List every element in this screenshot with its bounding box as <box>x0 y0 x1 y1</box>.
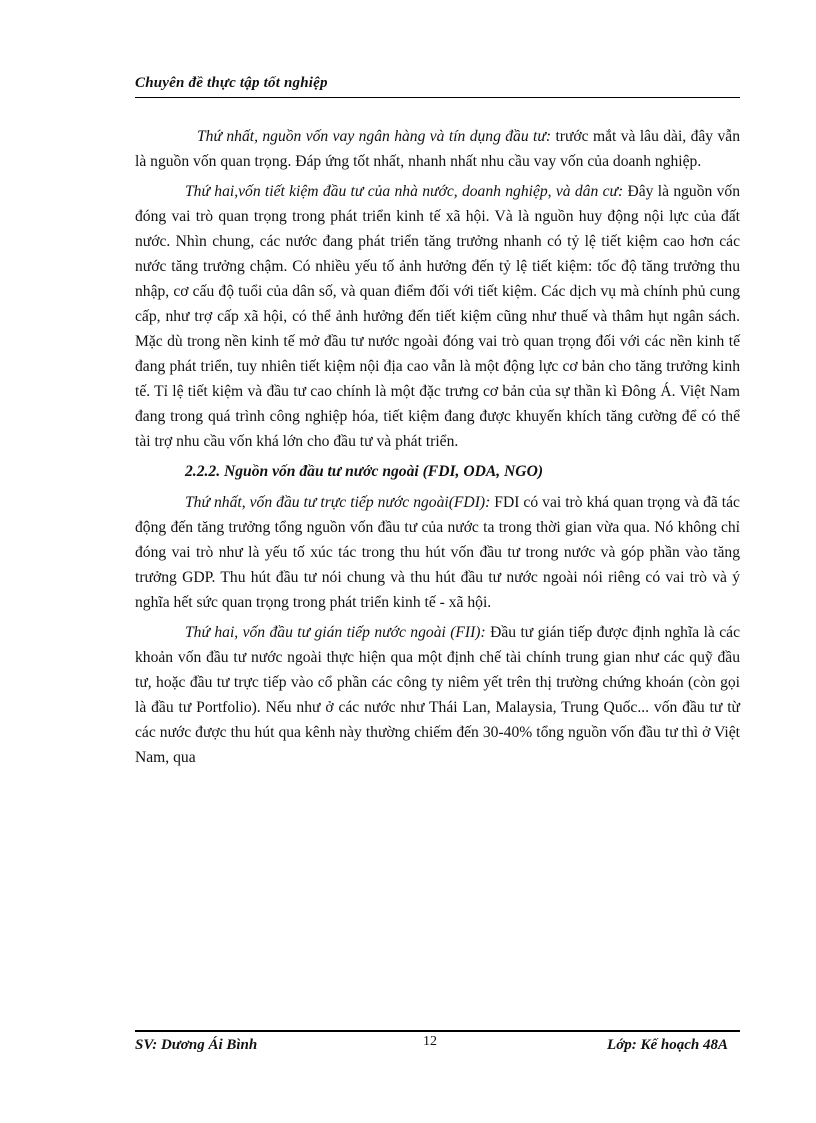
footer-divider <box>135 1030 740 1032</box>
paragraph-lead: Thứ nhất, nguồn vốn vay ngân hàng và tín dụng đầu tư: <box>197 128 552 145</box>
paragraph-fdi <box>135 490 740 615</box>
paragraph-lead: Thứ hai, vốn đầu tư gián tiếp nước ngoài (FII): <box>185 624 486 641</box>
paragraph-domestic-savings <box>135 179 740 454</box>
paragraph-lead: Thứ nhất, vốn đầu tư trực tiếp nước ngoài(FDI): <box>185 494 491 511</box>
paragraph-text: Đầu tư gián tiếp được định nghĩa là các khoản vốn đầu tư nước ngoài thực hiện qua một định chế tài chính trung gian như các quỹ đầu tư, hoặc đầu tư trực tiếp vào cổ phần các công ty niêm yết trên thị trường chứng khoán (còn gọi là đầu tư Portfolio). Nếu như ở các nước như Thái Lan, Malaysia, Trung Quốc... vốn đầu tư từ các nước được thu hút qua kênh này thường chiếm đến 30-40% tổng nguồn vốn đầu tư thì ở Việt Nam, qua <box>135 624 740 766</box>
page-header-title: Chuyên đề thực tập tốt nghiệp <box>135 75 328 91</box>
paragraph-text: Đây là nguồn vốn đóng vai trò quan trọng trong phát triển kinh tế xã hội. Và là nguồn huy động nội lực của đất nước. Nhìn chung, các nước đang phát triển tăng trưởng nhanh có tỷ lệ tiết kiệm cao hơn các nước tăng trưởng chậm. Có nhiều yếu tố ảnh hưởng đến tỷ lệ tiết kiệm: tốc độ tăng trưởng thu nhập, cơ cấu độ tuổi của dân số, và quan điểm đối với tiết kiệm. Các dịch vụ mà chính phủ cung cấp, như trợ cấp xã hội, có thể ảnh hưởng đến tiết kiệm cũng như thuế và thâm hụt ngân sách. Mặc dù trong nền kinh tế mở đầu tư nước ngoài đóng vai trò quan trọng đối với các nền kinh tế đang phát triển, tuy nhiên tiết kiệm nội địa cao vẫn là một động lực cơ bản cho tăng trưởng kinh tế. Tỉ lệ tiết kiệm và đầu tư cao chính là một đặc trưng cơ bản của sự thần kì Đông Á. Việt Nam đang trong quá trình công nghiệp hóa, tiết kiệm đang được khuyến khích tăng cường để có thể tài trợ nhu cầu vốn khá lớn cho đầu tư và phát triển. <box>135 183 740 450</box>
document-body <box>135 124 740 775</box>
footer-page-number: 12 <box>423 1034 437 1049</box>
paragraph-bank-credit <box>135 124 740 174</box>
section-heading: 2.2.2. Nguồn vốn đầu tư nước ngoài (FDI, ODA, NGO) <box>185 463 544 480</box>
page-footer <box>135 1034 740 1058</box>
paragraph-fii <box>135 620 740 770</box>
footer-student-name: SV: Dương Ái Bình <box>135 1037 258 1053</box>
paragraph-lead: Thứ hai,vốn tiết kiệm đầu tư của nhà nước, doanh nghiệp, và dân cư: <box>185 183 624 200</box>
header-divider <box>135 97 740 98</box>
paragraph-text: FDI có vai trò khá quan trọng và đã tác động đến tăng trưởng tổng nguồn vốn đầu tư của nước ta trong thời gian vừa qua. Nó không chỉ đóng vai trò như là yếu tố xúc tác trong thu hút vốn đầu tư trong nước và góp phần vào tăng trưởng GDP. Thu hút đầu tư nói chung và thu hút đầu tư nước ngoài nói riêng có vai trò và ý nghĩa hết sức quan trọng trong phát triển kinh tế - xã hội. <box>135 494 740 611</box>
footer-class-name: Lớp: Kế hoạch 48A <box>607 1037 728 1053</box>
paragraph-text: trước mắt và lâu dài, đây vẫn là nguồn vốn quan trọng. Đáp ứng tốt nhất, nhanh nhất nhu cầu vay vốn của doanh nghiệp. <box>135 128 740 170</box>
